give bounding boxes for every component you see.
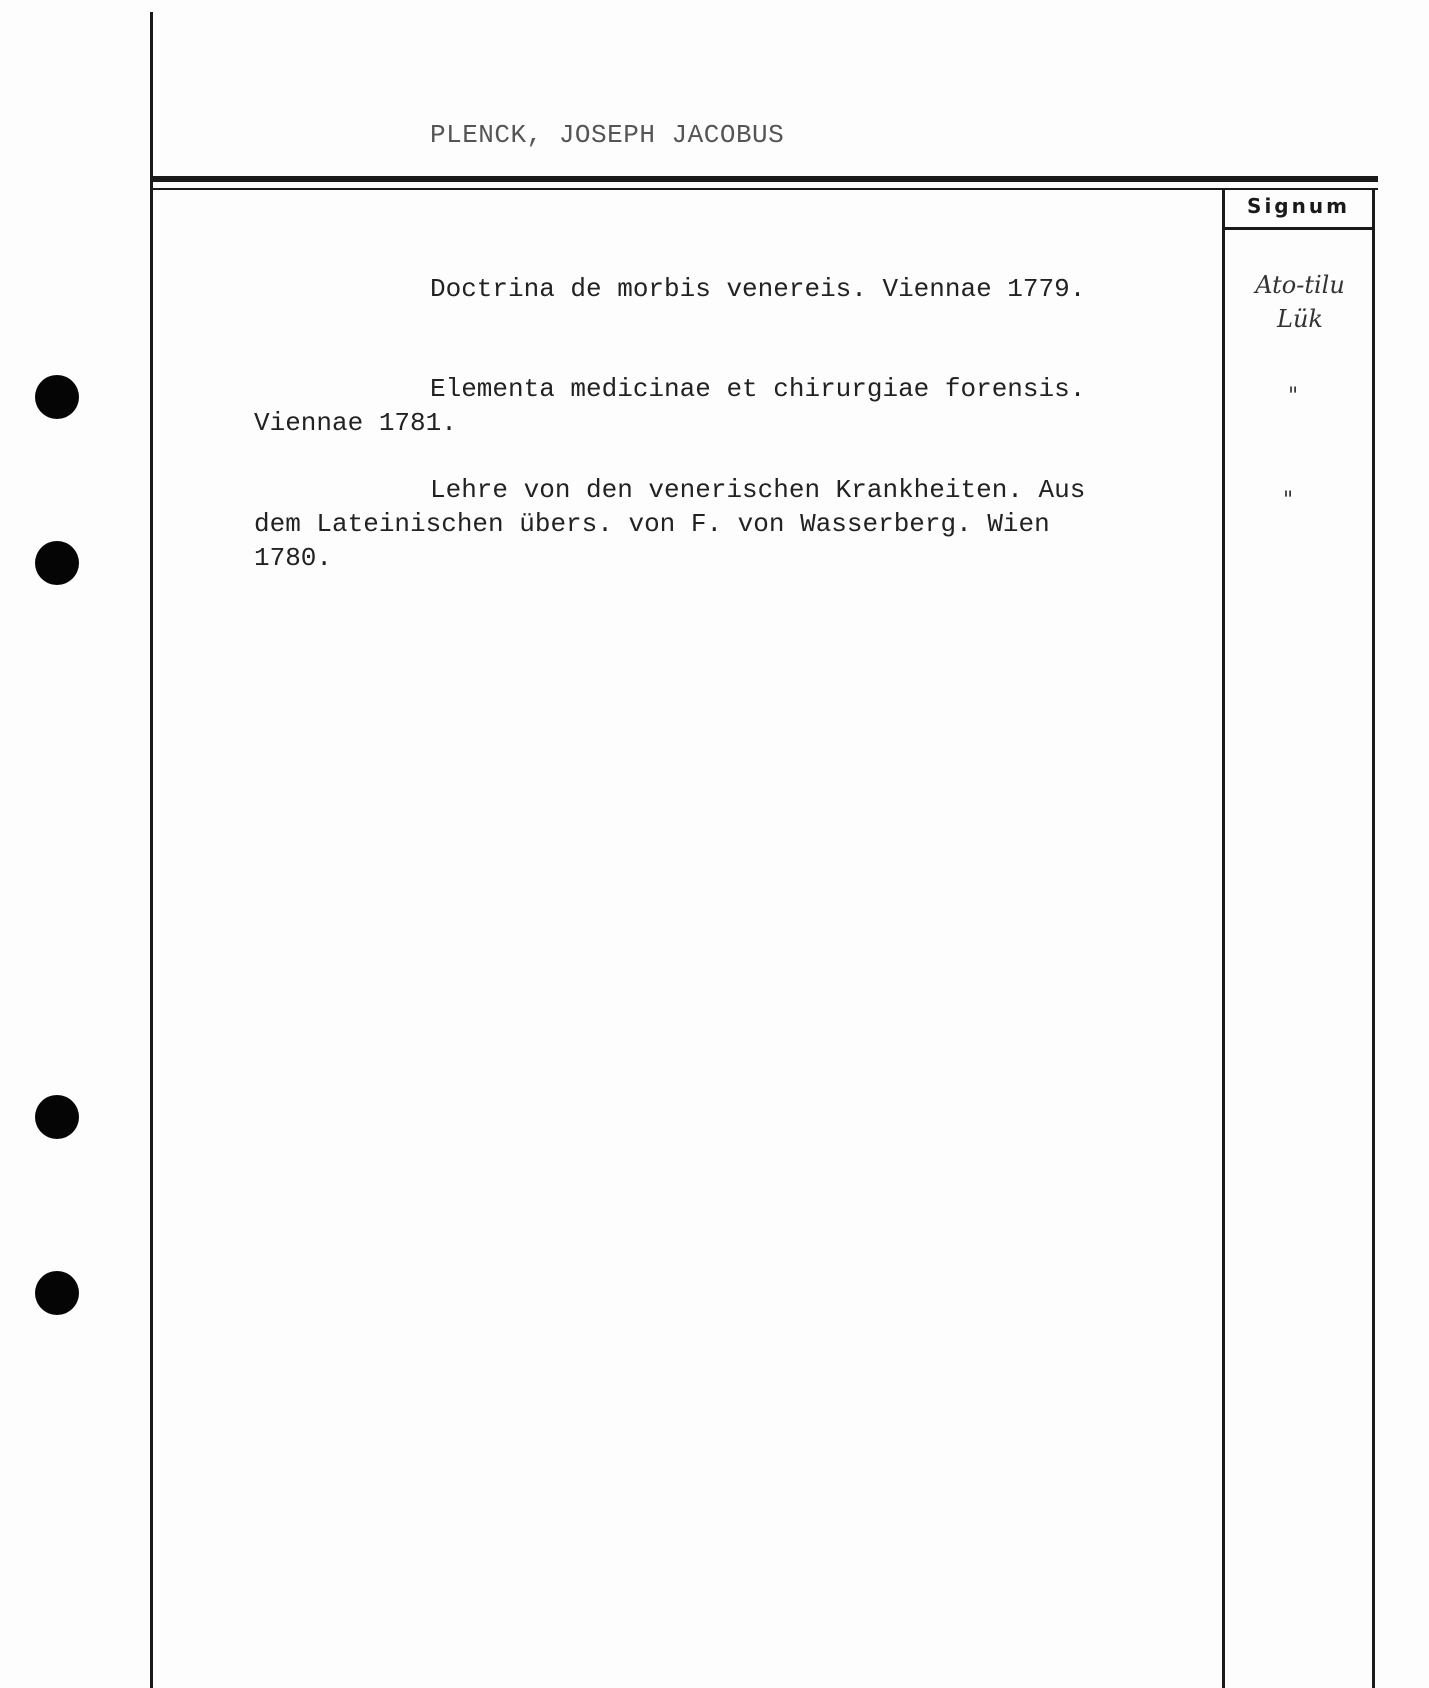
author-heading: PLENCK, JOSEPH JACOBUS [430, 120, 785, 150]
ditto-mark: " [1283, 488, 1294, 513]
signum-note-line: Lük [1277, 305, 1323, 333]
handwritten-signum [1228, 268, 1372, 336]
signum-column-rule-right [1372, 190, 1375, 1688]
entry-line: dem Lateinischen übers. von F. von Wasserberg. Wien [254, 509, 1050, 539]
entry-line: Elementa medicinae et chirurgiae forensis. [430, 374, 1086, 404]
punch-hole [35, 1095, 79, 1139]
signum-column-rule-left [1222, 190, 1225, 1688]
punch-hole [35, 1271, 79, 1315]
entry-line: Lehre von den venerischen Krankheiten. Aus [430, 475, 1086, 505]
entry-line: 1780. [254, 543, 333, 573]
header-rule-thin [152, 188, 1378, 190]
header-rule [152, 176, 1378, 182]
signum-header: Signum [1247, 194, 1350, 218]
signum-header-underline [1225, 227, 1372, 230]
bibliographic-entry [254, 372, 1174, 440]
ditto-mark: " [1288, 384, 1299, 409]
bibliographic-entry [254, 272, 1174, 306]
entry-line: Doctrina de morbis venereis. Viennae 1779. [430, 274, 1086, 304]
entry-line: Viennae 1781. [254, 408, 457, 438]
punch-hole [35, 375, 79, 419]
signum-note-line: Ato-tilu [1255, 271, 1345, 299]
punch-hole [35, 541, 79, 585]
bibliographic-entry [254, 473, 1174, 575]
left-margin-rule [150, 12, 153, 1688]
